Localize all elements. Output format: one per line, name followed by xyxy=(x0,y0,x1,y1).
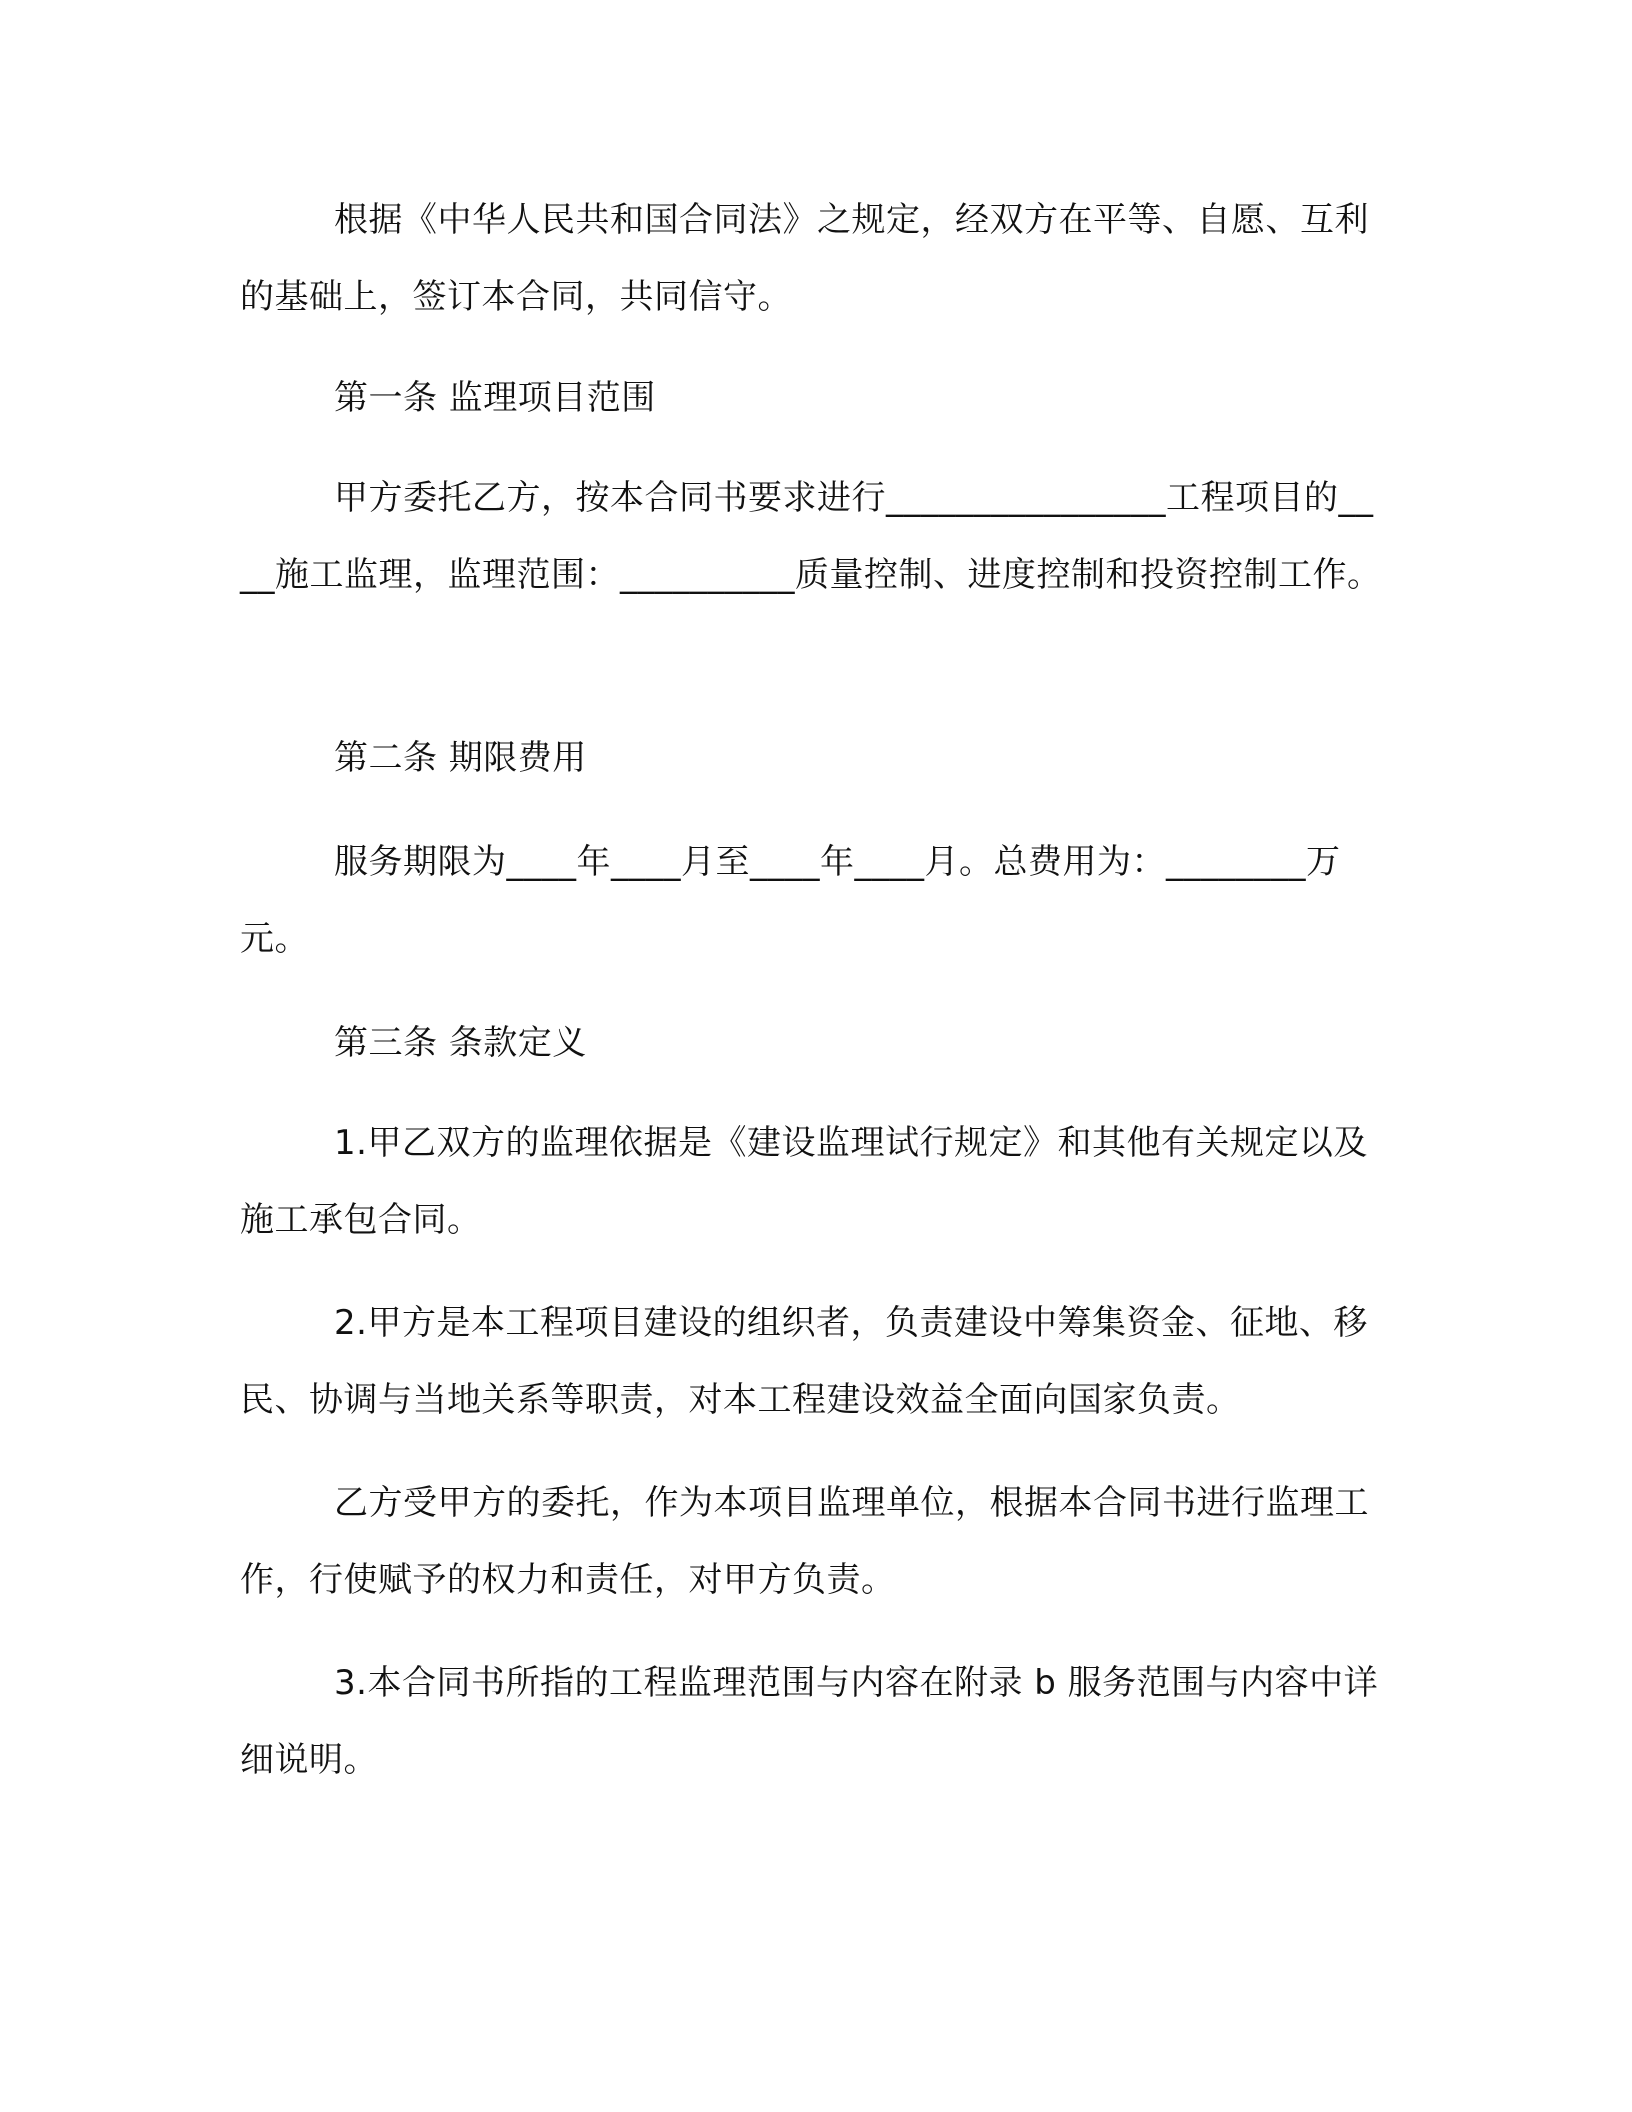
paragraph-article-1-body: 甲方委托乙方，按本合同书要求进行________________工程项目的____施工监理，监理范围：__________质量控制、进度控制和投资控制工作。 xyxy=(240,478,1382,595)
paragraph-article-2-body: 服务期限为____年____月至____年____月。总费用为：________万元。 xyxy=(240,842,1341,959)
paragraph-clause-2: 2.甲方是本工程项目建设的组织者，负责建设中筹集资金、征地、移民、协调与当地关系等职责，对本工程建设效益全面向国家负责。 xyxy=(240,1303,1368,1420)
paragraph-clause-1: 1.甲乙双方的监理依据是《建设监理试行规定》和其他有关规定以及施工承包合同。 xyxy=(240,1123,1368,1240)
paragraph-clause-3: 3.本合同书所指的工程监理范围与内容在附录 b 服务范围与内容中详细说明。 xyxy=(240,1663,1379,1780)
heading-article-2: 第二条 期限费用 xyxy=(334,738,587,778)
paragraph-preamble: 根据《中华人民共和国合同法》之规定，经双方在平等、自愿、互利的基础上，签订本合同，共同信守。 xyxy=(240,200,1369,317)
paragraph-clause-2-cont: 乙方受甲方的委托，作为本项目监理单位，根据本合同书进行监理工作，行使赋予的权力和责任，对甲方负责。 xyxy=(240,1483,1369,1600)
heading-article-3: 第三条 条款定义 xyxy=(334,1023,587,1063)
heading-article-1: 第一条 监理项目范围 xyxy=(334,378,656,418)
